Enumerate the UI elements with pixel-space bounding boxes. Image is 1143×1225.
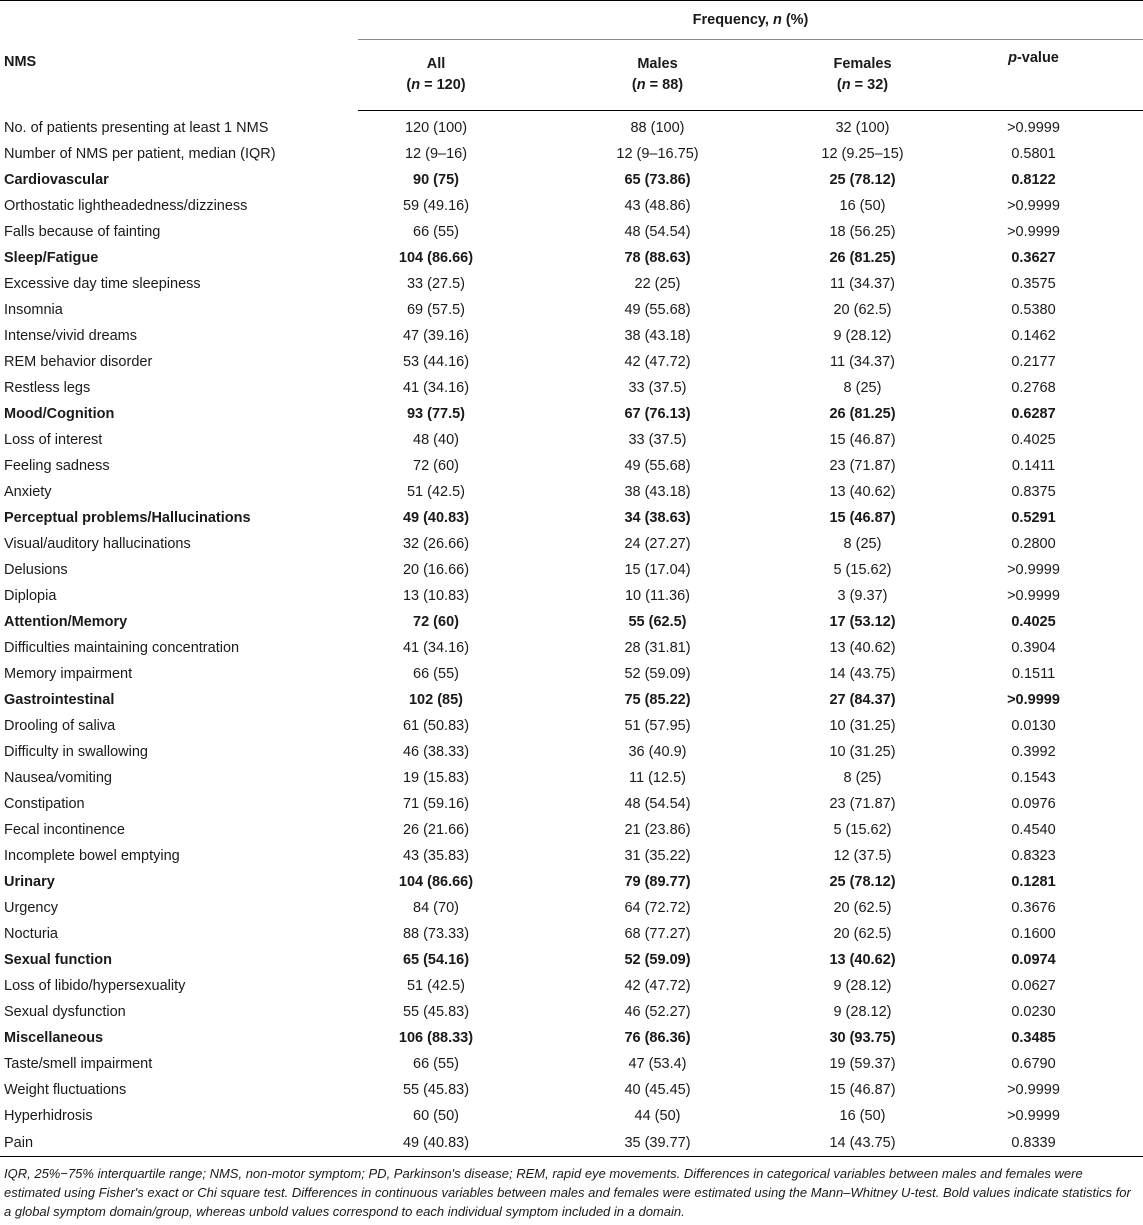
row-label: Urinary	[4, 874, 55, 890]
row-label: Difficulties maintaining concentration	[4, 640, 240, 656]
males-value: 44 (50)	[634, 1108, 681, 1124]
males-value: 65 (73.86)	[624, 172, 691, 188]
p-value: 0.0230	[1011, 1004, 1056, 1020]
p-value: 0.3627	[1011, 250, 1056, 266]
males-value: 33 (37.5)	[628, 432, 687, 448]
table-row	[0, 1077, 1143, 1103]
row-label: Difficulty in swallowing	[4, 744, 148, 760]
row-label: Visual/auditory hallucinations	[4, 536, 191, 552]
row-label: Nocturia	[4, 926, 58, 942]
all-value: 43 (35.83)	[402, 848, 470, 864]
males-value: 15 (17.04)	[624, 562, 691, 578]
p-value: 0.0974	[1011, 952, 1056, 968]
all-value: 66 (55)	[413, 224, 459, 240]
row-label: Sexual dysfunction	[4, 1004, 126, 1020]
frequency-header	[358, 1, 1143, 40]
p-value: 0.5801	[1011, 146, 1056, 162]
row-label: Urgency	[4, 900, 58, 916]
all-value: 51 (42.5)	[406, 978, 466, 994]
row-label: Fecal incontinence	[4, 822, 125, 838]
table-row	[0, 635, 1143, 661]
row-label: Insomnia	[4, 302, 63, 318]
nms-column-header: NMS	[0, 1, 358, 111]
females-value: 14 (43.75)	[829, 666, 896, 682]
females-column-name: Females	[833, 56, 892, 72]
all-value: 53 (44.16)	[402, 354, 470, 370]
females-value: 17 (53.12)	[829, 614, 896, 630]
table-row	[0, 531, 1143, 557]
males-value: 79 (89.77)	[624, 874, 691, 890]
all-column-n: (n = 120)	[406, 77, 466, 93]
all-value: 33 (27.5)	[406, 276, 466, 292]
p-value: 0.8375	[1011, 484, 1056, 500]
females-value: 12 (9.25–15)	[821, 146, 904, 162]
p-value: 0.3676	[1011, 900, 1056, 916]
p-value: 0.1543	[1011, 770, 1056, 786]
males-value: 43 (48.86)	[624, 198, 691, 214]
row-label: Miscellaneous	[4, 1030, 104, 1046]
row-label: Weight fluctuations	[4, 1082, 127, 1098]
all-value: 102 (85)	[408, 692, 463, 708]
p-value: >0.9999	[1007, 1108, 1060, 1124]
all-value: 88 (73.33)	[402, 926, 470, 942]
p-value: 0.1600	[1011, 926, 1056, 942]
row-label: Loss of libido/hypersexuality	[4, 978, 186, 994]
p-value: 0.1511	[1011, 666, 1056, 682]
all-value: 55 (45.83)	[402, 1082, 470, 1098]
row-label: Memory impairment	[4, 666, 133, 682]
females-value: 16 (50)	[839, 1108, 886, 1124]
females-value: 10 (31.25)	[829, 744, 896, 760]
females-value: 27 (84.37)	[829, 692, 896, 708]
all-value: 12 (9–16)	[404, 146, 468, 162]
males-value: 76 (86.36)	[624, 1030, 691, 1046]
males-value: 28 (31.81)	[624, 640, 691, 656]
domain-row	[0, 1025, 1143, 1051]
females-column-header	[801, 40, 924, 111]
table-row	[0, 895, 1143, 921]
table-row	[0, 111, 1143, 142]
all-value: 49 (40.83)	[358, 1129, 514, 1157]
pvalue-header-label: p-value	[1008, 50, 1059, 66]
all-value: 66 (55)	[413, 1056, 459, 1072]
row-label: Feeling sadness	[4, 458, 110, 474]
males-value: 34 (38.63)	[624, 510, 691, 526]
row-label: Cardiovascular	[4, 172, 109, 188]
females-value: 23 (71.87)	[829, 458, 896, 474]
p-value: 0.3485	[1011, 1030, 1056, 1046]
females-value: 23 (71.87)	[829, 796, 896, 812]
males-value: 42 (47.72)	[624, 978, 691, 994]
table-row	[0, 297, 1143, 323]
p-value: >0.9999	[1007, 120, 1060, 136]
row-label: Nausea/vomiting	[4, 770, 112, 786]
males-value: 78 (88.63)	[624, 250, 691, 266]
row-label: Constipation	[4, 796, 85, 812]
males-value: 11 (12.5)	[629, 770, 686, 786]
females-value: 13 (40.62)	[829, 484, 896, 500]
males-value: 47 (53.4)	[628, 1056, 687, 1072]
males-value: 21 (23.86)	[624, 822, 691, 838]
p-value: 0.2800	[1011, 536, 1056, 552]
males-value: 31 (35.22)	[624, 848, 691, 864]
males-value: 35 (39.77)	[514, 1129, 801, 1157]
all-value: 104 (86.66)	[398, 874, 474, 890]
males-value: 48 (54.54)	[624, 796, 691, 812]
all-value: 72 (60)	[413, 614, 459, 630]
all-value: 20 (16.66)	[402, 562, 470, 578]
domain-row	[0, 687, 1143, 713]
all-value: 32 (26.66)	[402, 536, 470, 552]
row-label: Attention/Memory	[4, 614, 128, 630]
males-column-header	[514, 40, 801, 111]
females-value: 12 (37.5)	[833, 848, 892, 864]
females-column-n: (n = 32)	[836, 77, 889, 93]
table-row	[0, 713, 1143, 739]
row-label: Falls because of fainting	[4, 224, 161, 240]
row-label: Hyperhidrosis	[4, 1108, 93, 1124]
males-value: 36 (40.9)	[628, 744, 687, 760]
p-value: 0.6287	[1011, 406, 1056, 422]
males-value: 33 (37.5)	[628, 380, 687, 396]
males-value: 38 (43.18)	[624, 328, 691, 344]
females-value: 30 (93.75)	[829, 1030, 896, 1046]
table-row	[0, 427, 1143, 453]
females-value: 11 (34.37)	[829, 354, 896, 370]
p-value: 0.3904	[1011, 640, 1056, 656]
table-row	[0, 765, 1143, 791]
all-value: 84 (70)	[413, 900, 459, 916]
row-label: Number of NMS per patient, median (IQR)	[4, 146, 276, 162]
males-value: 22 (25)	[634, 276, 681, 292]
table-row	[0, 453, 1143, 479]
table-row	[0, 1129, 1143, 1157]
domain-row	[0, 401, 1143, 427]
domain-row	[0, 167, 1143, 193]
all-value: 66 (55)	[413, 666, 459, 682]
table-row	[0, 661, 1143, 687]
all-value: 93 (77.5)	[406, 406, 466, 422]
all-value: 59 (49.16)	[402, 198, 470, 214]
females-value: 15 (46.87)	[829, 510, 896, 526]
females-value: 20 (62.5)	[833, 900, 892, 916]
males-value: 67 (76.13)	[624, 406, 691, 422]
females-value: 5 (15.62)	[833, 562, 892, 578]
males-column-n: (n = 88)	[631, 77, 684, 93]
p-value: 0.2768	[1011, 380, 1056, 396]
p-value: 0.1281	[1011, 874, 1056, 890]
table-row	[0, 349, 1143, 375]
males-value: 48 (54.54)	[624, 224, 691, 240]
frequency-header-label: Frequency, n (%)	[692, 12, 809, 28]
p-value: 0.0627	[1011, 978, 1056, 994]
females-value: 8 (25)	[843, 380, 882, 396]
table-row	[0, 323, 1143, 349]
females-value: 32 (100)	[835, 120, 890, 136]
p-value: 0.6790	[1011, 1056, 1056, 1072]
table-row	[0, 843, 1143, 869]
p-value: 0.2177	[1011, 354, 1056, 370]
females-value: 3 (9.37)	[837, 588, 888, 604]
domain-row	[0, 947, 1143, 973]
all-value: 65 (54.16)	[402, 952, 470, 968]
males-value: 49 (55.68)	[624, 458, 691, 474]
table-row	[0, 973, 1143, 999]
males-value: 51 (57.95)	[624, 718, 691, 734]
all-value: 49 (40.83)	[402, 510, 470, 526]
table-row	[0, 193, 1143, 219]
row-label: Perceptual problems/Hallucinations	[4, 510, 251, 526]
all-value: 69 (57.5)	[406, 302, 466, 318]
all-value: 72 (60)	[413, 458, 459, 474]
row-label: Delusions	[4, 562, 68, 578]
domain-row	[0, 505, 1143, 531]
table-row	[0, 817, 1143, 843]
males-value: 64 (72.72)	[624, 900, 691, 916]
females-value: 15 (46.87)	[829, 1082, 896, 1098]
domain-row	[0, 869, 1143, 895]
males-value: 42 (47.72)	[624, 354, 691, 370]
row-label: REM behavior disorder	[4, 354, 153, 370]
pvalue-column-header	[924, 40, 1143, 111]
males-value: 52 (59.09)	[624, 666, 691, 682]
females-value: 8 (25)	[843, 536, 882, 552]
males-value: 68 (77.27)	[624, 926, 691, 942]
row-label: Restless legs	[4, 380, 91, 396]
females-value: 19 (59.37)	[829, 1056, 896, 1072]
females-value: 26 (81.25)	[829, 250, 896, 266]
all-value: 19 (15.83)	[402, 770, 470, 786]
p-value: 0.8323	[1011, 848, 1056, 864]
p-value: 0.3992	[1011, 744, 1056, 760]
row-label: Orthostatic lightheadedness/dizziness	[4, 198, 248, 214]
p-value: 0.0130	[1011, 718, 1056, 734]
p-value: 0.5291	[1011, 510, 1056, 526]
males-value: 46 (52.27)	[624, 1004, 691, 1020]
p-value: 0.1462	[1011, 328, 1056, 344]
table-row	[0, 791, 1143, 817]
row-label: Intense/vivid dreams	[4, 328, 137, 344]
p-value: 0.0976	[1011, 796, 1056, 812]
females-value: 18 (56.25)	[829, 224, 896, 240]
females-value: 20 (62.5)	[833, 302, 892, 318]
females-value: 11 (34.37)	[829, 276, 896, 292]
females-value: 8 (25)	[843, 770, 882, 786]
p-value: >0.9999	[1007, 224, 1060, 240]
table-footnote: IQR, 25%−75% interquartile range; NMS, non-motor symptom; PD, Parkinson's disease; REM, rapid eye movements. Differences in categorical variables between males and females were estimated using Fisher's exact or Chi square test. Differences in continuous variables between males and females were estimated using the Mann–Whitney U-test. Bold values indicate statistics for a global symptom domain/group, whereas unbold values correspond to each individual symptom included in a domain.	[4, 1166, 1131, 1219]
females-value: 20 (62.5)	[833, 926, 892, 942]
table-row	[0, 999, 1143, 1025]
females-value: 10 (31.25)	[829, 718, 896, 734]
females-value: 25 (78.12)	[829, 172, 896, 188]
all-value: 13 (10.83)	[402, 588, 470, 604]
females-value: 9 (28.12)	[833, 978, 892, 994]
females-value: 13 (40.62)	[829, 640, 896, 656]
row-label: Drooling of saliva	[4, 718, 116, 734]
table-row	[0, 739, 1143, 765]
p-value: 0.5380	[1011, 302, 1056, 318]
all-value: 48 (40)	[413, 432, 459, 448]
table-row	[0, 479, 1143, 505]
p-value: 0.3575	[1011, 276, 1056, 292]
all-value: 104 (86.66)	[398, 250, 474, 266]
table-row	[0, 557, 1143, 583]
all-value: 41 (34.16)	[402, 640, 470, 656]
table-row	[0, 375, 1143, 401]
row-label: Taste/smell impairment	[4, 1056, 153, 1072]
table-row	[0, 921, 1143, 947]
p-value: 0.4540	[1011, 822, 1056, 838]
all-value: 71 (59.16)	[402, 796, 470, 812]
females-value: 13 (40.62)	[829, 952, 896, 968]
all-value: 41 (34.16)	[402, 380, 470, 396]
table-body	[0, 111, 1143, 1157]
row-label: No. of patients presenting at least 1 NMS	[4, 119, 269, 136]
row-label: Sleep/Fatigue	[4, 250, 99, 266]
p-value: 0.8122	[1011, 172, 1056, 188]
all-value: 106 (88.33)	[398, 1030, 474, 1046]
males-column-name: Males	[637, 56, 678, 72]
p-value: >0.9999	[1007, 692, 1060, 708]
males-value: 55 (62.5)	[628, 614, 687, 630]
females-value: 25 (78.12)	[829, 874, 896, 890]
all-column-header	[358, 40, 514, 111]
all-value: 61 (50.83)	[402, 718, 470, 734]
row-label: Sexual function	[4, 952, 112, 968]
all-value: 55 (45.83)	[402, 1004, 470, 1020]
domain-row	[0, 609, 1143, 635]
row-label: Gastrointestinal	[4, 692, 115, 708]
row-label: Incomplete bowel emptying	[4, 848, 180, 864]
males-value: 12 (9–16.75)	[616, 146, 699, 162]
table-row	[0, 583, 1143, 609]
all-value: 46 (38.33)	[402, 744, 470, 760]
row-label: Excessive day time sleepiness	[4, 276, 201, 292]
females-value: 26 (81.25)	[829, 406, 896, 422]
p-value: 0.4025	[1011, 614, 1056, 630]
p-value: 0.4025	[1011, 432, 1056, 448]
males-value: 38 (43.18)	[624, 484, 691, 500]
all-value: 60 (50)	[413, 1108, 459, 1124]
males-value: 52 (59.09)	[624, 952, 691, 968]
p-value: >0.9999	[1007, 1082, 1060, 1098]
all-value: 120 (100)	[404, 120, 468, 136]
row-label: Diplopia	[4, 588, 57, 604]
table-row	[0, 271, 1143, 297]
all-column-name: All	[426, 56, 446, 72]
all-value: 51 (42.5)	[406, 484, 466, 500]
males-value: 88 (100)	[630, 120, 685, 136]
domain-row	[0, 245, 1143, 271]
males-value: 75 (85.22)	[624, 692, 691, 708]
table-row	[0, 141, 1143, 167]
males-value: 49 (55.68)	[624, 302, 691, 318]
row-label: Anxiety	[4, 484, 52, 500]
males-value: 40 (45.45)	[624, 1082, 691, 1098]
row-label: Pain	[0, 1129, 358, 1157]
females-value: 9 (28.12)	[833, 328, 892, 344]
females-value: 15 (46.87)	[829, 432, 896, 448]
table-row	[0, 1051, 1143, 1077]
row-label: Loss of interest	[4, 432, 103, 448]
p-value: 0.1411	[1011, 458, 1056, 474]
females-value: 14 (43.75)	[801, 1129, 924, 1157]
p-value: >0.9999	[1007, 562, 1060, 578]
all-value: 90 (75)	[413, 172, 459, 188]
table-row	[0, 219, 1143, 245]
females-value: 5 (15.62)	[833, 822, 892, 838]
p-value: >0.9999	[1007, 588, 1060, 604]
table-header	[0, 1, 1143, 111]
all-value: 47 (39.16)	[402, 328, 470, 344]
females-value: 9 (28.12)	[833, 1004, 892, 1020]
table-row	[0, 1103, 1143, 1129]
row-label: Mood/Cognition	[4, 406, 115, 422]
males-value: 10 (11.36)	[624, 588, 691, 604]
females-value: 16 (50)	[839, 198, 886, 214]
all-value: 26 (21.66)	[402, 822, 470, 838]
males-value: 24 (27.27)	[624, 536, 691, 552]
p-value: >0.9999	[1007, 198, 1060, 214]
p-value: 0.8339	[924, 1129, 1143, 1157]
